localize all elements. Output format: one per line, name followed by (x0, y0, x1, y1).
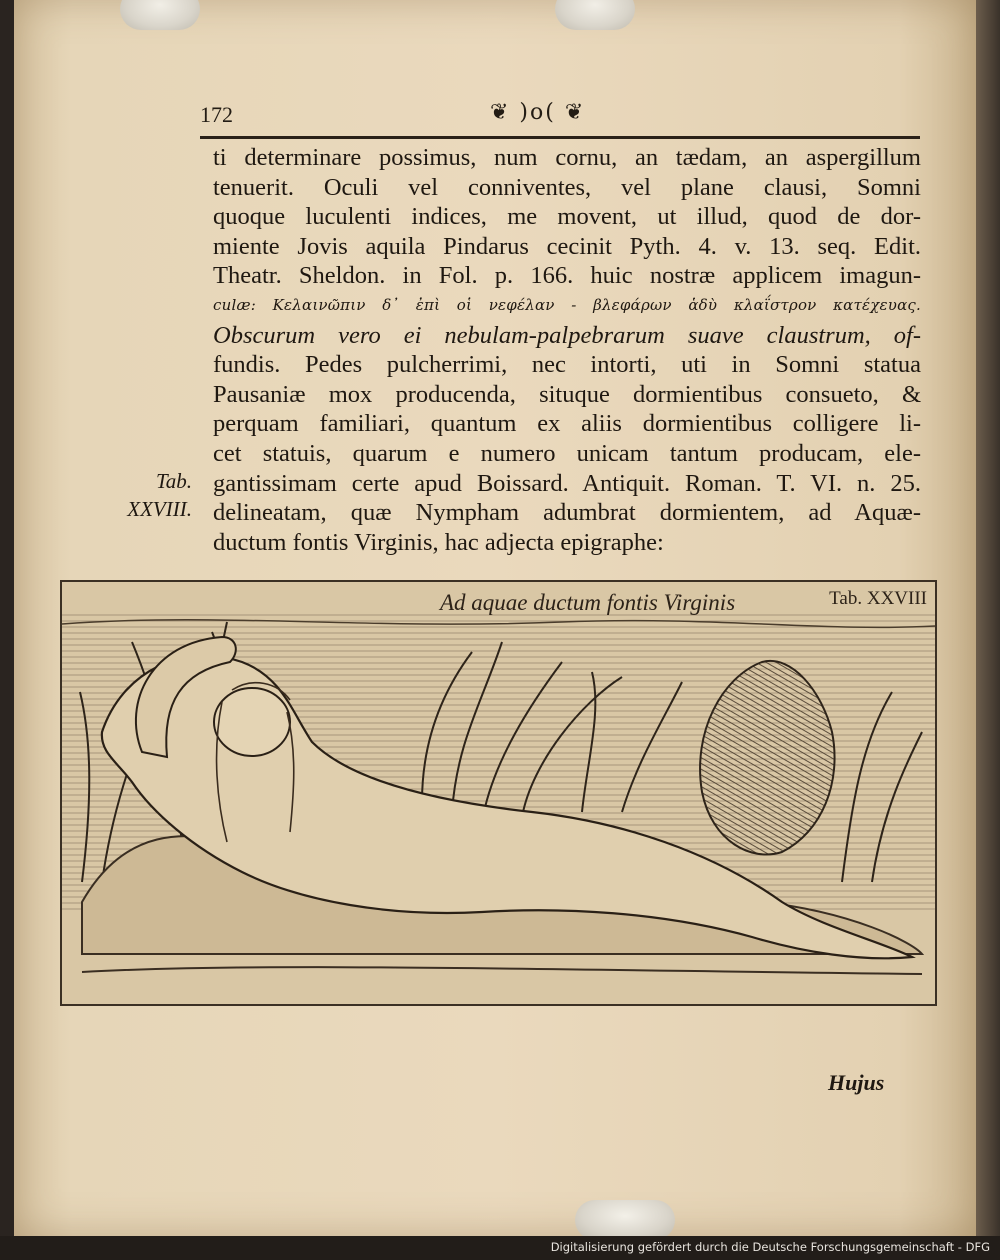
header-ornament-icon: ❦ )o( ❦ (490, 100, 586, 125)
page-clip-right (555, 0, 635, 30)
text-line: tenuerit. Oculi vel conniventes, vel plane clausi, Somni (213, 173, 921, 201)
text-line: miente Jovis aquila Pindarus cecinit Pyth. 4. v. 13. seq. Edit. (213, 232, 921, 260)
text-line: quoque luculenti indices, me movent, ut illud, quod de dor- (213, 203, 921, 231)
footer-bar (0, 1236, 1000, 1260)
text-line: Theatr. Sheldon. in Fol. p. 166. huic nostræ applicem imagun- (213, 262, 921, 290)
text-line: gantissimam certe apud Boissard. Antiquit. Roman. T. VI. n. 25. (213, 469, 921, 497)
translation-line: Obscurum vero ei nebulam-palpebrarum suave claustrum, of- (213, 321, 921, 349)
margin-note-tab: Tab. (155, 469, 192, 493)
catchword: Hujus (828, 1070, 885, 1095)
text-line: delineatam, quæ Nympham adumbrat dormientem, ad Aquæ- (213, 499, 921, 527)
text-line: fundis. Pedes pulcherrimi, nec intorti, uti in Somni statua (213, 351, 921, 379)
margin-note-number: XXVIII. (127, 497, 192, 521)
dfg-credit: Digitalisierung gefördert durch die Deutsche Forschungsgemeinschaft - DFG (550, 1240, 990, 1254)
page-clip-bottom (575, 1200, 675, 1240)
greek-quotation-line: culæ: Κελαινῶπιν δ᾽ ἐπὶ οἱ νεφέλαν - βλεφάρων ἁδὺ κλαΐστρον κατέχευας. (213, 295, 921, 314)
running-header (200, 96, 920, 136)
text-line: cet statuis, quarum e numero unicam tantum producam, ele- (213, 439, 921, 467)
engraved-plate (60, 580, 937, 1006)
text-line: ductum fontis Virginis, hac adjecta epigraphe: (213, 528, 664, 556)
margin-note (112, 467, 192, 523)
header-rule (200, 136, 920, 139)
plate-label: Tab. XXVIII (829, 588, 927, 609)
page-clip-left (120, 0, 200, 30)
body-text (213, 143, 921, 557)
text-line: ti determinare possimus, num cornu, an tædam, an aspergillum (213, 144, 921, 171)
text-line: Pausaniæ mox producenda, situque dormientibus consueto, & (213, 380, 921, 408)
plate-caption: Ad aquae ductum fontis Virginis (440, 590, 736, 615)
sleeping-nymph-illustration (62, 582, 935, 1004)
text-line: perquam familiari, quantum ex aliis dormientibus colligere li- (213, 410, 921, 438)
page-number: 172 (200, 102, 233, 127)
page-edge (976, 0, 1000, 1236)
